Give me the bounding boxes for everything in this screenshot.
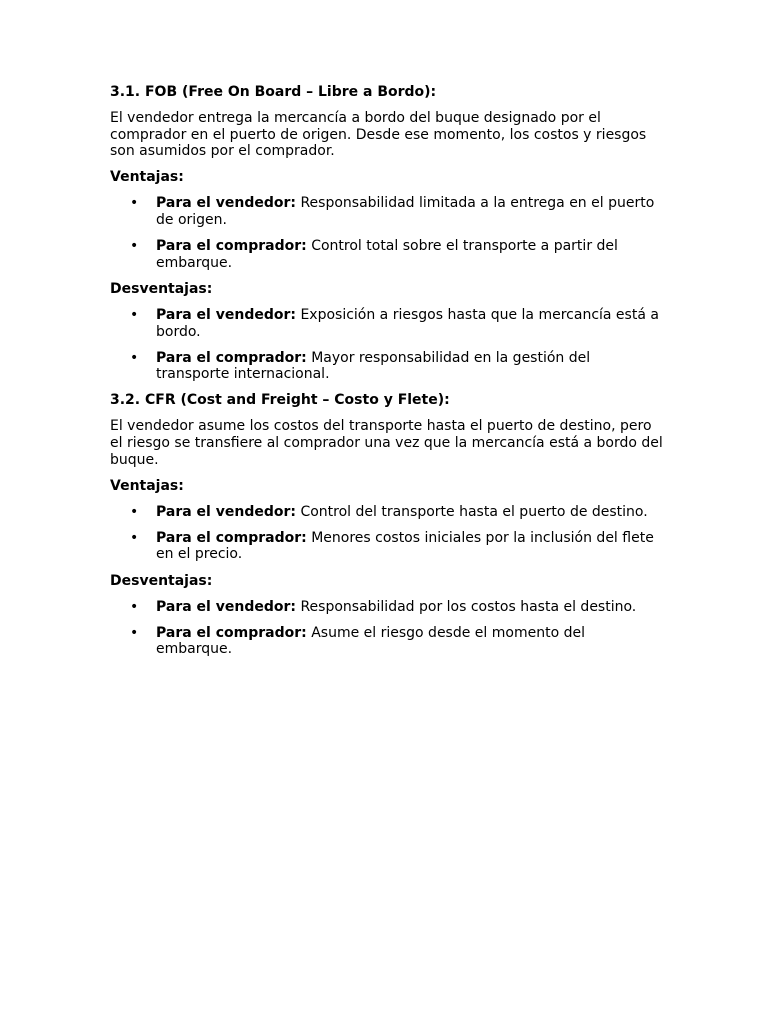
list-item-text: Control del transporte hasta el puerto de destino. [300,503,648,520]
list-item [110,307,665,340]
list-item-text: Exposición a riesgos hasta que la mercancía está a bordo. [156,306,659,340]
list-item-term: Para el vendedor: [156,503,296,520]
ventajas-list [110,195,665,271]
bullet-icon: • [130,195,139,212]
list-item-term: Para el comprador: [156,624,307,641]
bullet-icon: • [130,529,139,546]
list-item-text: Mayor responsabilidad en la gestión del transporte internacional. [156,349,591,383]
list-item-term: Para el vendedor: [156,306,296,323]
list-item-text: Responsabilidad limitada a la entrega en el puerto de origen. [156,195,655,229]
list-item-text: Menores costos iniciales por la inclusión del flete en el precio. [156,529,654,563]
list-item [110,530,665,563]
section-description: El vendedor asume los costos del transporte hasta el puerto de destino, pero el riesgo se transfiere al comprador una vez que la mercancía está a bordo del buque. [110,418,663,468]
bullet-icon: • [130,624,139,641]
list-item-term: Para el comprador: [156,349,307,366]
bullet-icon: • [130,598,139,615]
section-cfr [110,392,665,658]
bullet-icon: • [130,306,139,323]
section-heading: 3.1. FOB (Free On Board – Libre a Bordo): [110,84,437,100]
bullet-icon: • [130,238,139,255]
desventajas-list [110,307,665,383]
section-fob [110,84,665,383]
list-item-term: Para el vendedor: [156,598,296,615]
bullet-icon: • [130,503,139,520]
list-item-term: Para el vendedor: [156,195,296,212]
ventajas-label: Ventajas: [110,477,184,494]
list-item-text: Control total sobre el transporte a partir del embarque. [156,238,618,271]
section-description: El vendedor entrega la mercancía a bordo del buque designado por el comprador en el puerto de origen. Desde ese momento, los costos y riesgos son asumidos por el comprador. [110,110,647,160]
list-item-text: Responsabilidad por los costos hasta el destino. [300,598,637,615]
list-item-text: Asume el riesgo desde el momento del embarque. [156,624,585,658]
list-item [110,599,665,616]
list-item-term: Para el comprador: [156,529,307,546]
section-heading: 3.2. CFR (Cost and Freight – Costo y Flete): [110,392,450,409]
list-item [110,625,665,658]
ventajas-label: Ventajas: [110,169,184,186]
list-item [110,504,665,521]
document-page [110,84,665,667]
desventajas-label: Desventajas: [110,280,213,297]
ventajas-list [110,504,665,563]
list-item [110,350,665,383]
list-item-term: Para el comprador: [156,238,307,255]
desventajas-label: Desventajas: [110,572,213,589]
desventajas-list [110,599,665,658]
bullet-icon: • [130,349,139,366]
list-item [110,238,665,271]
list-item [110,195,665,228]
